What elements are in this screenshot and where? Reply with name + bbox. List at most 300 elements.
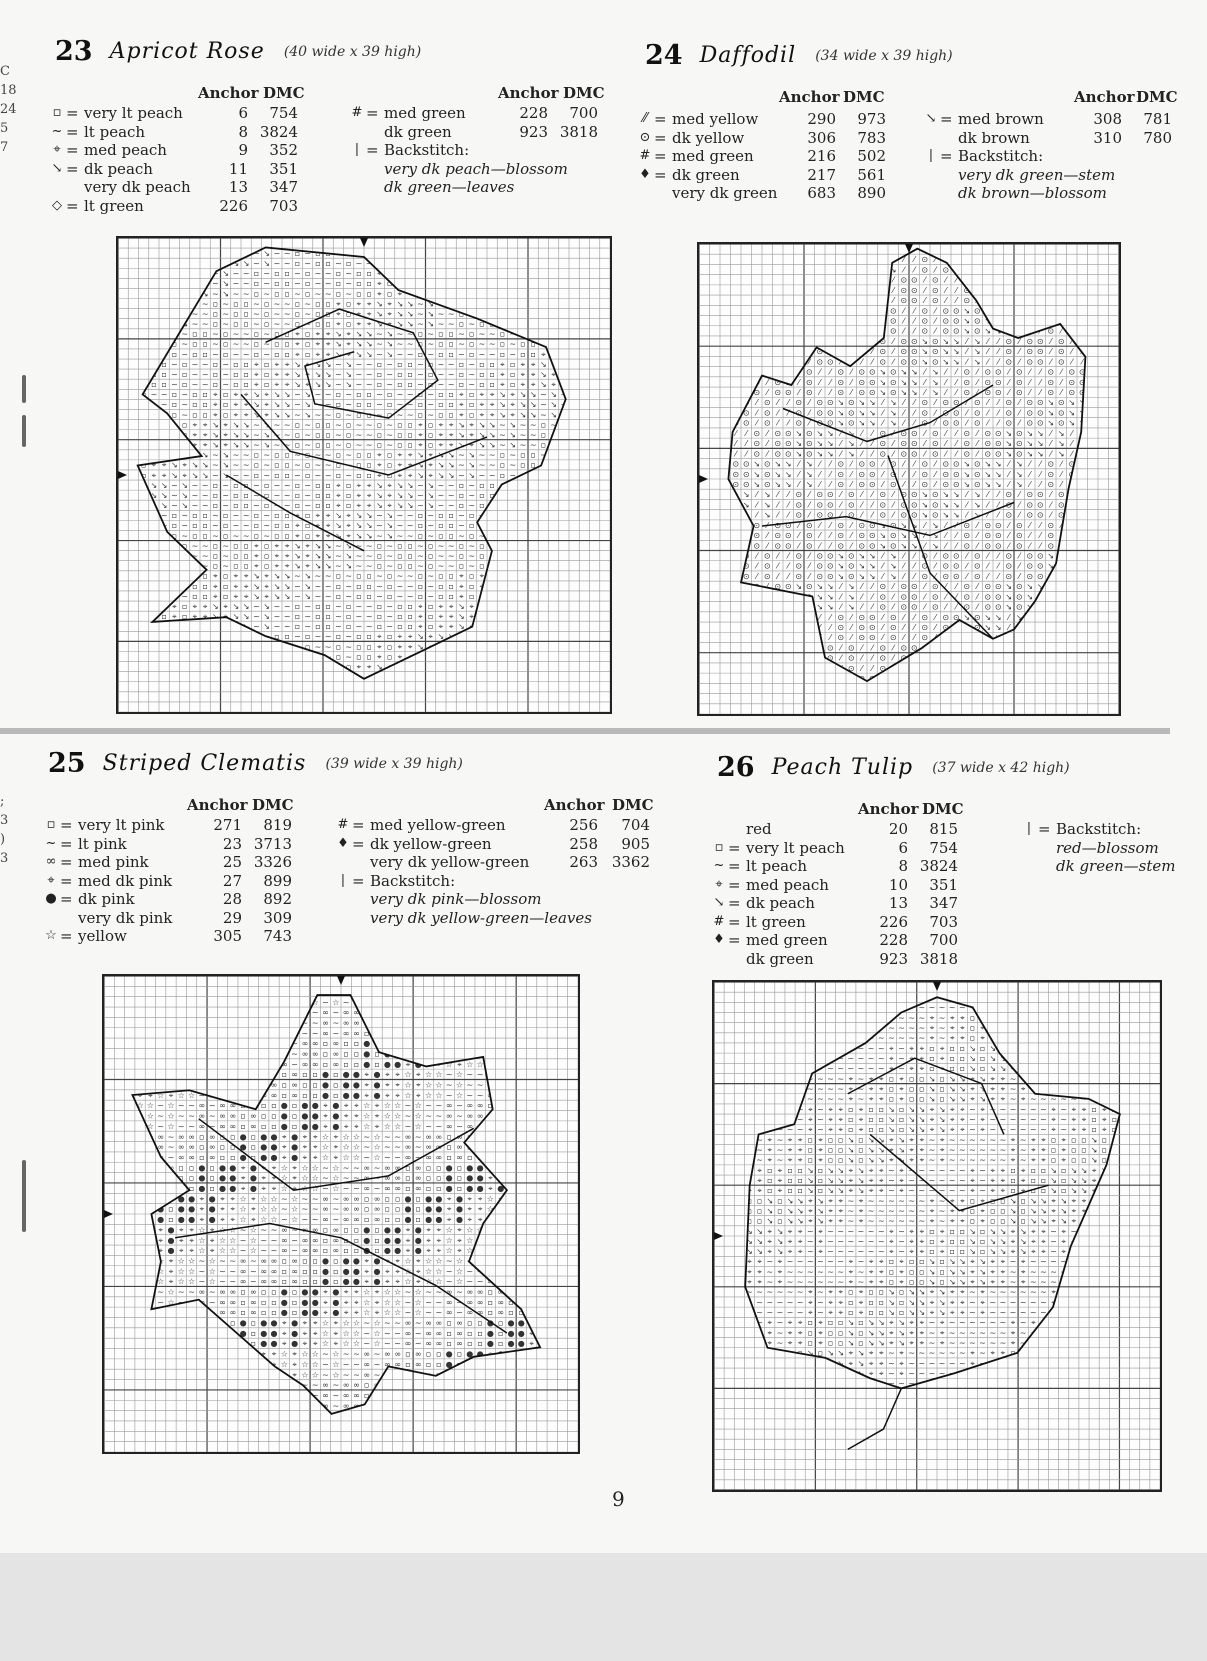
svg-text:⌖: ⌖ xyxy=(244,592,249,601)
svg-text:~: ~ xyxy=(151,350,158,359)
svg-text:↘: ↘ xyxy=(561,541,568,550)
svg-text:⁄: ⁄ xyxy=(1006,378,1011,387)
svg-text:↘: ↘ xyxy=(130,481,137,490)
svg-text:↘: ↘ xyxy=(417,269,424,278)
svg-text:⌖: ⌖ xyxy=(469,249,474,258)
svg-text:~: ~ xyxy=(591,632,598,641)
svg-text:↘: ↘ xyxy=(581,350,588,359)
svg-text:⊙: ⊙ xyxy=(984,531,991,540)
svg-text:~: ~ xyxy=(489,269,496,278)
svg-text:↘: ↘ xyxy=(711,357,718,366)
svg-text:~: ~ xyxy=(509,693,516,702)
svg-text:⌖: ⌖ xyxy=(449,259,454,268)
svg-text:↘: ↘ xyxy=(356,531,363,540)
svg-text:▫: ▫ xyxy=(343,1050,348,1059)
svg-text:⁄: ⁄ xyxy=(744,531,749,540)
svg-text:~: ~ xyxy=(561,451,568,460)
svg-text:⊙: ⊙ xyxy=(879,449,886,458)
svg-text:⁄: ⁄ xyxy=(912,572,917,581)
svg-text:⊙: ⊙ xyxy=(743,419,750,428)
svg-text:~: ~ xyxy=(263,461,270,470)
svg-text:⌖: ⌖ xyxy=(387,662,392,671)
svg-text:↘: ↘ xyxy=(263,622,270,631)
svg-text:⊙: ⊙ xyxy=(774,695,781,704)
svg-text:↘: ↘ xyxy=(827,449,834,458)
svg-text:⌖: ⌖ xyxy=(244,582,249,591)
svg-text:↘: ↘ xyxy=(479,420,486,429)
svg-text:⌖: ⌖ xyxy=(295,330,300,339)
svg-text:⊙: ⊙ xyxy=(953,705,960,714)
svg-text:⊙: ⊙ xyxy=(1037,398,1044,407)
svg-text:⁄: ⁄ xyxy=(744,388,749,397)
pattern-size: (34 wide x 39 high) xyxy=(815,48,952,64)
svg-text:⌖: ⌖ xyxy=(428,269,433,278)
svg-text:⊙: ⊙ xyxy=(1047,521,1054,530)
svg-text:▫: ▫ xyxy=(182,360,187,369)
key-symbol: ⌖ xyxy=(48,142,66,157)
svg-text:▫: ▫ xyxy=(264,309,269,318)
svg-text:~: ~ xyxy=(253,491,260,500)
svg-text:⊙: ⊙ xyxy=(890,368,897,377)
svg-text:⁄: ⁄ xyxy=(1080,500,1085,509)
svg-text:▫: ▫ xyxy=(179,977,184,986)
svg-text:⊙: ⊙ xyxy=(1037,500,1044,509)
svg-text:↘: ↘ xyxy=(921,357,928,366)
anchor-header: Anchor xyxy=(779,88,840,106)
svg-text:▫: ▫ xyxy=(602,572,607,581)
svg-text:⊙: ⊙ xyxy=(711,245,718,254)
svg-text:⁄: ⁄ xyxy=(807,408,812,417)
svg-text:~: ~ xyxy=(550,430,557,439)
svg-text:⌖: ⌖ xyxy=(200,1018,205,1027)
svg-text:~: ~ xyxy=(243,279,250,288)
svg-text:~: ~ xyxy=(509,703,516,712)
svg-text:☆: ☆ xyxy=(239,1008,246,1017)
svg-text:⁄: ⁄ xyxy=(996,347,1001,356)
svg-text:⌖: ⌖ xyxy=(223,239,228,248)
svg-text:⁄: ⁄ xyxy=(933,398,938,407)
svg-text:▫: ▫ xyxy=(510,662,515,671)
svg-text:▫: ▫ xyxy=(213,662,218,671)
svg-text:⌖: ⌖ xyxy=(428,471,433,480)
svg-text:⌖: ⌖ xyxy=(498,1029,503,1038)
svg-text:⊙: ⊙ xyxy=(1058,511,1065,520)
svg-text:⌖: ⌖ xyxy=(426,1050,431,1059)
svg-text:⊙: ⊙ xyxy=(932,511,939,520)
svg-text:~: ~ xyxy=(366,552,373,561)
svg-text:⁄: ⁄ xyxy=(702,255,707,264)
svg-text:↘: ↘ xyxy=(356,521,363,530)
svg-text:▫: ▫ xyxy=(315,249,320,258)
svg-text:⁄: ⁄ xyxy=(838,357,843,366)
svg-text:~: ~ xyxy=(274,501,281,510)
svg-text:~: ~ xyxy=(304,683,311,692)
svg-text:▫: ▫ xyxy=(469,340,474,349)
svg-text:~: ~ xyxy=(438,541,445,550)
svg-text:▫: ▫ xyxy=(459,380,464,389)
svg-text:↘: ↘ xyxy=(932,378,939,387)
svg-text:↘: ↘ xyxy=(1005,449,1012,458)
svg-text:▫: ▫ xyxy=(541,441,546,450)
svg-text:⊙: ⊙ xyxy=(785,603,792,612)
svg-text:↘: ↘ xyxy=(764,347,771,356)
svg-text:~: ~ xyxy=(302,1029,309,1038)
svg-text:⁄: ⁄ xyxy=(754,255,759,264)
svg-text:~: ~ xyxy=(571,582,578,591)
svg-text:↘: ↘ xyxy=(602,521,609,530)
svg-text:▫: ▫ xyxy=(469,531,474,540)
svg-text:⌖: ⌖ xyxy=(469,602,474,611)
svg-text:⊙: ⊙ xyxy=(743,398,750,407)
svg-text:▫: ▫ xyxy=(172,703,177,712)
svg-text:●: ● xyxy=(425,1029,432,1038)
svg-text:●: ● xyxy=(456,1018,463,1027)
svg-text:~: ~ xyxy=(448,380,455,389)
svg-text:~: ~ xyxy=(315,410,322,419)
svg-text:↘: ↘ xyxy=(233,430,240,439)
svg-text:⁄: ⁄ xyxy=(901,265,906,274)
svg-text:▫: ▫ xyxy=(438,350,443,359)
svg-text:⌖: ⌖ xyxy=(459,410,464,419)
svg-text:⊙: ⊙ xyxy=(764,705,771,714)
svg-text:~: ~ xyxy=(315,289,322,298)
anchor-number: 256 xyxy=(558,816,598,834)
svg-text:⊙: ⊙ xyxy=(785,582,792,591)
svg-text:↘: ↘ xyxy=(942,511,949,520)
svg-text:▫: ▫ xyxy=(520,471,525,480)
svg-text:▫: ▫ xyxy=(448,330,453,339)
svg-text:↘: ↘ xyxy=(900,695,907,704)
svg-text:↘: ↘ xyxy=(499,410,506,419)
svg-text:⁄: ⁄ xyxy=(985,490,990,499)
svg-text:⊙: ⊙ xyxy=(984,541,991,550)
svg-text:~: ~ xyxy=(509,531,516,540)
svg-text:⌖: ⌖ xyxy=(213,390,218,399)
svg-text:▫: ▫ xyxy=(374,1050,379,1059)
svg-text:~: ~ xyxy=(489,511,496,520)
svg-text:▫: ▫ xyxy=(161,602,166,611)
svg-text:⌖: ⌖ xyxy=(189,1039,194,1048)
svg-text:~: ~ xyxy=(520,481,527,490)
svg-text:↘: ↘ xyxy=(974,654,981,663)
svg-text:⊙: ⊙ xyxy=(743,408,750,417)
svg-text:⊙: ⊙ xyxy=(1110,347,1117,356)
svg-text:⁄: ⁄ xyxy=(1080,429,1085,438)
svg-text:⊙: ⊙ xyxy=(827,511,834,520)
svg-text:⁄: ⁄ xyxy=(1080,643,1085,652)
svg-text:☆: ☆ xyxy=(312,998,319,1007)
svg-text:⁄: ⁄ xyxy=(964,500,969,509)
svg-text:↘: ↘ xyxy=(911,368,918,377)
svg-text:▫: ▫ xyxy=(182,239,187,248)
svg-text:▫: ▫ xyxy=(284,461,289,470)
svg-text:~: ~ xyxy=(294,572,301,581)
svg-text:⊙: ⊙ xyxy=(711,705,718,714)
svg-text:⊙: ⊙ xyxy=(795,511,802,520)
svg-text:⊙: ⊙ xyxy=(848,654,855,663)
svg-text:⊙: ⊙ xyxy=(984,592,991,601)
svg-text:~: ~ xyxy=(591,582,598,591)
svg-text:▫: ▫ xyxy=(202,521,207,530)
svg-text:⁄: ⁄ xyxy=(723,306,728,315)
svg-text:~: ~ xyxy=(284,320,291,329)
svg-text:↘: ↘ xyxy=(1005,582,1012,591)
svg-text:⊙: ⊙ xyxy=(785,541,792,550)
cross-stitch-chart xyxy=(116,236,612,714)
svg-text:▫: ▫ xyxy=(459,491,464,500)
svg-text:⊙: ⊙ xyxy=(1068,531,1075,540)
svg-text:⊙: ⊙ xyxy=(932,490,939,499)
svg-text:▫: ▫ xyxy=(106,1050,111,1059)
svg-text:▫: ▫ xyxy=(582,652,587,661)
svg-text:↘: ↘ xyxy=(202,652,209,661)
anchor-number: 308 xyxy=(1082,110,1122,128)
svg-text:⊙: ⊙ xyxy=(848,490,855,499)
svg-text:⌖: ⌖ xyxy=(223,259,228,268)
svg-text:⁄: ⁄ xyxy=(1090,551,1095,560)
svg-text:↘: ↘ xyxy=(591,562,598,571)
svg-text:↘: ↘ xyxy=(120,350,127,359)
svg-text:~: ~ xyxy=(407,703,414,712)
svg-text:⁄: ⁄ xyxy=(912,255,917,264)
svg-text:▫: ▫ xyxy=(356,390,361,399)
svg-text:⁄: ⁄ xyxy=(985,408,990,417)
svg-text:↘: ↘ xyxy=(233,612,240,621)
svg-text:↘: ↘ xyxy=(120,340,127,349)
svg-text:▫: ▫ xyxy=(141,652,146,661)
svg-text:⁄: ⁄ xyxy=(1038,306,1043,315)
svg-text:▫: ▫ xyxy=(120,572,125,581)
svg-text:☆: ☆ xyxy=(538,1008,545,1017)
svg-text:⁄: ⁄ xyxy=(922,695,927,704)
svg-text:↘: ↘ xyxy=(785,613,792,622)
svg-text:▫: ▫ xyxy=(459,673,464,682)
svg-text:~: ~ xyxy=(448,562,455,571)
svg-text:⊙: ⊙ xyxy=(1058,255,1065,264)
svg-text:▫: ▫ xyxy=(551,511,556,520)
svg-text:~: ~ xyxy=(438,501,445,510)
svg-text:⌖: ⌖ xyxy=(182,461,187,470)
svg-text:⁄: ⁄ xyxy=(901,306,906,315)
svg-text:↘: ↘ xyxy=(953,490,960,499)
svg-text:↘: ↘ xyxy=(212,259,219,268)
svg-text:▫: ▫ xyxy=(407,420,412,429)
svg-text:↘: ↘ xyxy=(591,552,598,561)
svg-text:~: ~ xyxy=(468,320,475,329)
svg-text:▫: ▫ xyxy=(168,1029,173,1038)
svg-text:↘: ↘ xyxy=(140,693,147,702)
svg-text:⁄: ⁄ xyxy=(1111,480,1116,489)
svg-text:⊙: ⊙ xyxy=(995,582,1002,591)
svg-text:~: ~ xyxy=(345,572,352,581)
svg-text:▫: ▫ xyxy=(284,451,289,460)
pattern-size: (39 wide x 39 high) xyxy=(325,756,462,772)
page-number: 9 xyxy=(612,1487,625,1511)
svg-text:⁄: ⁄ xyxy=(786,419,791,428)
svg-text:↘: ↘ xyxy=(1037,286,1044,295)
svg-text:⁄: ⁄ xyxy=(1027,368,1032,377)
svg-text:⊙: ⊙ xyxy=(921,398,928,407)
svg-text:~: ~ xyxy=(356,430,363,439)
svg-text:↘: ↘ xyxy=(448,652,455,661)
svg-text:↘: ↘ xyxy=(774,470,781,479)
svg-text:⁄: ⁄ xyxy=(1090,398,1095,407)
svg-text:~: ~ xyxy=(202,552,209,561)
svg-text:⊙: ⊙ xyxy=(837,531,844,540)
svg-text:⊙: ⊙ xyxy=(942,480,949,489)
svg-text:▫: ▫ xyxy=(151,370,156,379)
center-marker xyxy=(337,976,345,985)
svg-text:⁄: ⁄ xyxy=(1006,531,1011,540)
svg-text:⁄: ⁄ xyxy=(796,623,801,632)
svg-text:▫: ▫ xyxy=(551,461,556,470)
svg-text:~: ~ xyxy=(130,340,137,349)
svg-text:⊙: ⊙ xyxy=(900,643,907,652)
svg-text:~: ~ xyxy=(550,622,557,631)
svg-text:⌖: ⌖ xyxy=(193,622,198,631)
svg-text:⊙: ⊙ xyxy=(963,449,970,458)
svg-text:⁄: ⁄ xyxy=(880,306,885,315)
svg-text:⌖: ⌖ xyxy=(540,977,545,986)
svg-text:⁄: ⁄ xyxy=(1101,449,1106,458)
anchor-number: 306 xyxy=(796,129,836,147)
svg-text:↘: ↘ xyxy=(468,279,475,288)
svg-text:~: ~ xyxy=(602,612,609,621)
svg-text:↘: ↘ xyxy=(753,306,760,315)
key-symbol: ⁄⁄ xyxy=(636,111,654,126)
svg-text:⊙: ⊙ xyxy=(1068,613,1075,622)
svg-text:▫: ▫ xyxy=(551,451,556,460)
svg-text:▫: ▫ xyxy=(120,582,125,591)
svg-text:⌖: ⌖ xyxy=(510,410,515,419)
svg-text:~: ~ xyxy=(427,531,434,540)
svg-text:⁄: ⁄ xyxy=(796,674,801,683)
svg-text:⁄: ⁄ xyxy=(1006,388,1011,397)
svg-text:▫: ▫ xyxy=(274,269,279,278)
svg-text:⊙: ⊙ xyxy=(942,265,949,274)
key-equals: = xyxy=(60,853,73,871)
svg-text:⊙: ⊙ xyxy=(753,439,760,448)
svg-text:▫: ▫ xyxy=(448,410,453,419)
svg-text:↘: ↘ xyxy=(458,622,465,631)
svg-text:~: ~ xyxy=(539,1050,546,1059)
svg-text:⌖: ⌖ xyxy=(261,987,266,996)
key-symbol: ▫ xyxy=(48,105,66,120)
svg-text:⌖: ⌖ xyxy=(408,451,413,460)
svg-text:⌖: ⌖ xyxy=(603,673,608,682)
svg-text:▫: ▫ xyxy=(428,239,433,248)
svg-text:↘: ↘ xyxy=(974,347,981,356)
svg-text:↘: ↘ xyxy=(848,286,855,295)
svg-text:↘: ↘ xyxy=(376,673,383,682)
svg-text:↘: ↘ xyxy=(366,340,373,349)
svg-text:▫: ▫ xyxy=(131,259,136,268)
svg-text:▫: ▫ xyxy=(120,390,125,399)
svg-text:⊙: ⊙ xyxy=(932,654,939,663)
svg-text:▫: ▫ xyxy=(202,592,207,601)
svg-text:↘: ↘ xyxy=(732,337,739,346)
cross-stitch-chart xyxy=(697,242,1121,716)
svg-text:↘: ↘ xyxy=(785,623,792,632)
svg-text:↘: ↘ xyxy=(932,684,939,693)
svg-text:~: ~ xyxy=(561,279,568,288)
svg-text:▫: ▫ xyxy=(141,471,146,480)
svg-text:☆: ☆ xyxy=(239,1018,246,1027)
svg-text:↘: ↘ xyxy=(151,673,158,682)
svg-text:▫: ▫ xyxy=(141,390,146,399)
svg-text:⁄: ⁄ xyxy=(880,633,885,642)
svg-text:▫: ▫ xyxy=(602,471,607,480)
svg-text:⌖: ⌖ xyxy=(582,662,587,671)
svg-text:⊙: ⊙ xyxy=(1005,572,1012,581)
svg-text:↘: ↘ xyxy=(550,390,557,399)
svg-text:▫: ▫ xyxy=(243,501,248,510)
svg-text:☆: ☆ xyxy=(239,1029,246,1038)
svg-text:⁄: ⁄ xyxy=(817,674,822,683)
svg-text:⁄: ⁄ xyxy=(922,582,927,591)
svg-text:▫: ▫ xyxy=(182,622,187,631)
svg-text:▫: ▫ xyxy=(284,642,289,651)
svg-text:⊙: ⊙ xyxy=(953,408,960,417)
svg-text:▫: ▫ xyxy=(489,360,494,369)
svg-text:~: ~ xyxy=(417,501,424,510)
svg-text:⊙: ⊙ xyxy=(701,439,708,448)
svg-text:⌖: ⌖ xyxy=(377,461,382,470)
svg-text:⁄: ⁄ xyxy=(1090,327,1095,336)
svg-text:▫: ▫ xyxy=(223,531,228,540)
key-symbol: ~ xyxy=(42,836,60,851)
svg-text:⁄: ⁄ xyxy=(849,541,854,550)
svg-text:⌖: ⌖ xyxy=(152,642,157,651)
thread-name: med peach xyxy=(746,876,829,894)
svg-text:▫: ▫ xyxy=(158,987,163,996)
svg-text:⁄: ⁄ xyxy=(754,500,759,509)
svg-text:↘: ↘ xyxy=(995,480,1002,489)
svg-text:⊙: ⊙ xyxy=(1089,592,1096,601)
svg-text:⁄: ⁄ xyxy=(1038,613,1043,622)
svg-text:⊙: ⊙ xyxy=(1058,500,1065,509)
svg-text:~: ~ xyxy=(591,390,598,399)
svg-text:▫: ▫ xyxy=(343,1039,348,1048)
svg-text:∞: ∞ xyxy=(281,1050,288,1059)
svg-text:▫: ▫ xyxy=(592,441,597,450)
svg-text:▫: ▫ xyxy=(323,1050,328,1059)
svg-text:⊙: ⊙ xyxy=(974,398,981,407)
svg-text:⌖: ⌖ xyxy=(592,340,597,349)
svg-text:⁄: ⁄ xyxy=(754,643,759,652)
svg-text:▫: ▫ xyxy=(397,602,402,611)
svg-text:↘: ↘ xyxy=(602,511,609,520)
svg-text:⁄: ⁄ xyxy=(1038,470,1043,479)
svg-text:⌖: ⌖ xyxy=(459,592,464,601)
svg-text:↘: ↘ xyxy=(222,289,229,298)
svg-text:▫: ▫ xyxy=(315,683,320,692)
svg-text:⊙: ⊙ xyxy=(932,357,939,366)
svg-text:~: ~ xyxy=(386,420,393,429)
svg-text:⌖: ⌖ xyxy=(582,491,587,500)
svg-text:↘: ↘ xyxy=(140,340,147,349)
svg-text:~: ~ xyxy=(243,269,250,278)
svg-text:▫: ▫ xyxy=(582,390,587,399)
svg-text:⁄: ⁄ xyxy=(1101,643,1106,652)
svg-text:↘: ↘ xyxy=(509,239,516,248)
key-symbol: # xyxy=(636,148,654,163)
svg-text:⁄: ⁄ xyxy=(712,296,717,305)
svg-text:⊙: ⊙ xyxy=(984,695,991,704)
svg-text:⊙: ⊙ xyxy=(869,531,876,540)
svg-text:⊙: ⊙ xyxy=(1026,265,1033,274)
svg-text:▫: ▫ xyxy=(151,622,156,631)
